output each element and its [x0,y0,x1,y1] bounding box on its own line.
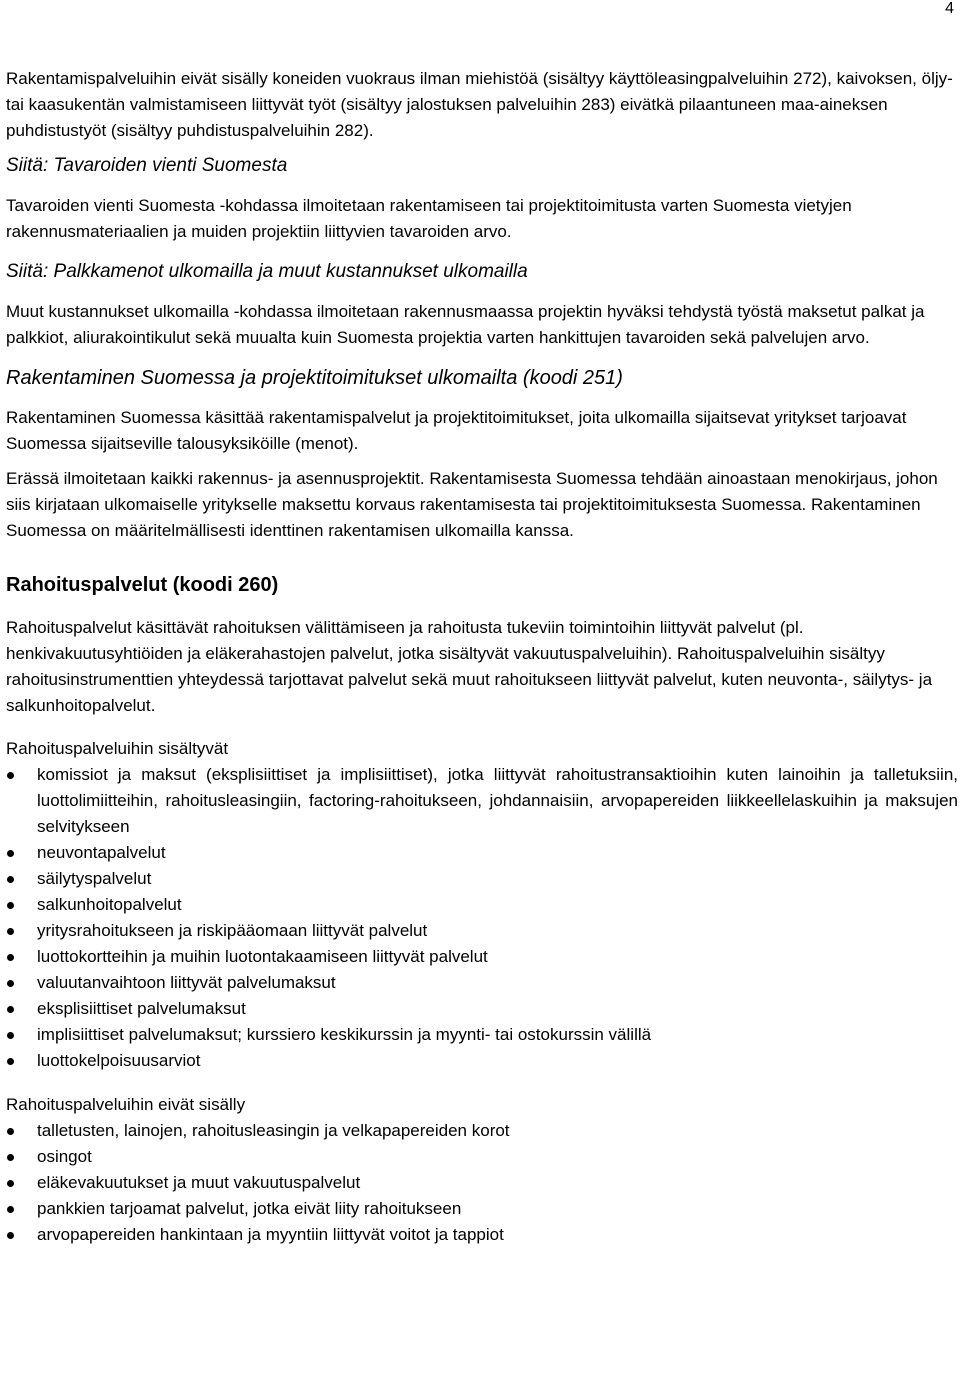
list-item: talletusten, lainojen, rahoitusleasingin ja velkapapereiden korot [6,1118,958,1144]
list-item: implisiittiset palvelumaksut; kurssiero keskikurssin ja myynti- tai ostokurssin välillä [6,1022,958,1048]
list-item: valuutanvaihtoon liittyvät palvelumaksut [6,970,958,996]
list-item: luottokelpoisuusarviot [6,1048,958,1074]
page-number: 4 [945,0,954,17]
wages-abroad-paragraph: Muut kustannukset ulkomailla -kohdassa ilmoitetaan rakennusmaassa projektin hyväksi tehdystä työstä maksetut palkat ja palkkiot, aliurakointikulut sekä muualta kuin Suomesta projektia varten hankittujen tavaroiden sekä palvelujen arvo. [6,302,925,347]
construction-paragraph-1: Rakentaminen Suomessa käsittää rakentamispalvelut ja projektitoimitukset, joita ulkomailla sijaitsevat yritykset tarjoavat Suomessa sijaitseville talousyksiköille (menot). [6,408,907,453]
list-item: osingot [6,1144,958,1170]
goods-export-paragraph: Tavaroiden vienti Suomesta -kohdassa ilmoitetaan rakentamiseen tai projektitoimitusta varten Suomesta vietyjen rakennusmateriaalien ja muiden projektiin liittyvien tavaroiden arvo. [6,196,852,241]
construction-paragraph-2: Erässä ilmoitetaan kaikki rakennus- ja asennusprojektit. Rakentamisesta Suomessa tehdään ainoastaan menokirjaus, johon siis kirjataan ulkomaiselle yritykselle maksettu korvaus rakentamisesta tai projektitoimituksesta Suomessa. Rakentaminen Suomessa on määritelmällisesti identtinen rakentamisen ulkomailla kanssa. [6,469,938,540]
list-item: neuvontapalvelut [6,840,958,866]
section-heading-construction-251: Rakentaminen Suomessa ja projektitoimitukset ulkomailta (koodi 251) [6,367,623,389]
section-heading-goods-export: Siitä: Tavaroiden vienti Suomesta [6,155,288,176]
list-item: eksplisiittiset palvelumaksut [6,996,958,1022]
list-item: säilytyspalvelut [6,866,958,892]
list-item: luottokortteihin ja muihin luotontakaamiseen liittyvät palvelut [6,944,958,970]
intro-paragraph: Rakentamispalveluihin eivät sisälly koneiden vuokraus ilman miehistöä (sisältyy käyttöleasingpalveluihin 272), kaivoksen, öljy- tai kaasukentän valmistamiseen liittyvät työt (sisältyy jalostuksen palveluihin 283) eivätkä pilaantuneen maa-aineksen puhdistustyöt (sisältyy puhdistuspalveluihin 282). [6,69,953,140]
document-body [6,66,958,1248]
section-heading-financial-260: Rahoituspalvelut (koodi 260) [6,574,279,596]
list-item: eläkevakuutukset ja muut vakuutuspalvelut [6,1170,958,1196]
excluded-list [6,1118,958,1248]
section-heading-wages-abroad: Siitä: Palkkamenot ulkomailla ja muut kustannukset ulkomailla [6,261,528,282]
included-heading: Rahoituspalveluihin sisältyvät [6,739,229,758]
list-item: yritysrahoitukseen ja riskipääomaan liittyvät palvelut [6,918,958,944]
list-item: arvopapereiden hankintaan ja myyntiin liittyvät voitot ja tappiot [6,1222,958,1248]
list-item: komissiot ja maksut (eksplisiittiset ja implisiittiset), jotka liittyvät rahoitustransaktioihin kuten lainoihin ja talletuksiin, luottolimiitteihin, rahoitusleasingiin, factoring-rahoitukseen, johdannaisiin, arvopapereiden liikkeellelaskuihin ja maksujen selvitykseen [6,762,958,840]
financial-paragraph: Rahoituspalvelut käsittävät rahoituksen välittämiseen ja rahoitusta tukeviin toimintoihin liittyvät palvelut (pl. henkivakuutusyhtiöiden ja eläkerahastojen palvelut, jotka sisältyvät vakuutuspalveluihin). Rahoituspalveluihin sisältyy rahoitusinstrumenttien yhteydessä tarjottavat palvelut sekä muut rahoitukseen liittyvät palvelut, kuten neuvonta-, säilytys- ja salkunhoitopalvelut. [6,618,933,715]
list-item: pankkien tarjoamat palvelut, jotka eivät liity rahoitukseen [6,1196,958,1222]
included-list [6,762,958,1074]
list-item: salkunhoitopalvelut [6,892,958,918]
excluded-heading: Rahoituspalveluihin eivät sisälly [6,1095,246,1114]
